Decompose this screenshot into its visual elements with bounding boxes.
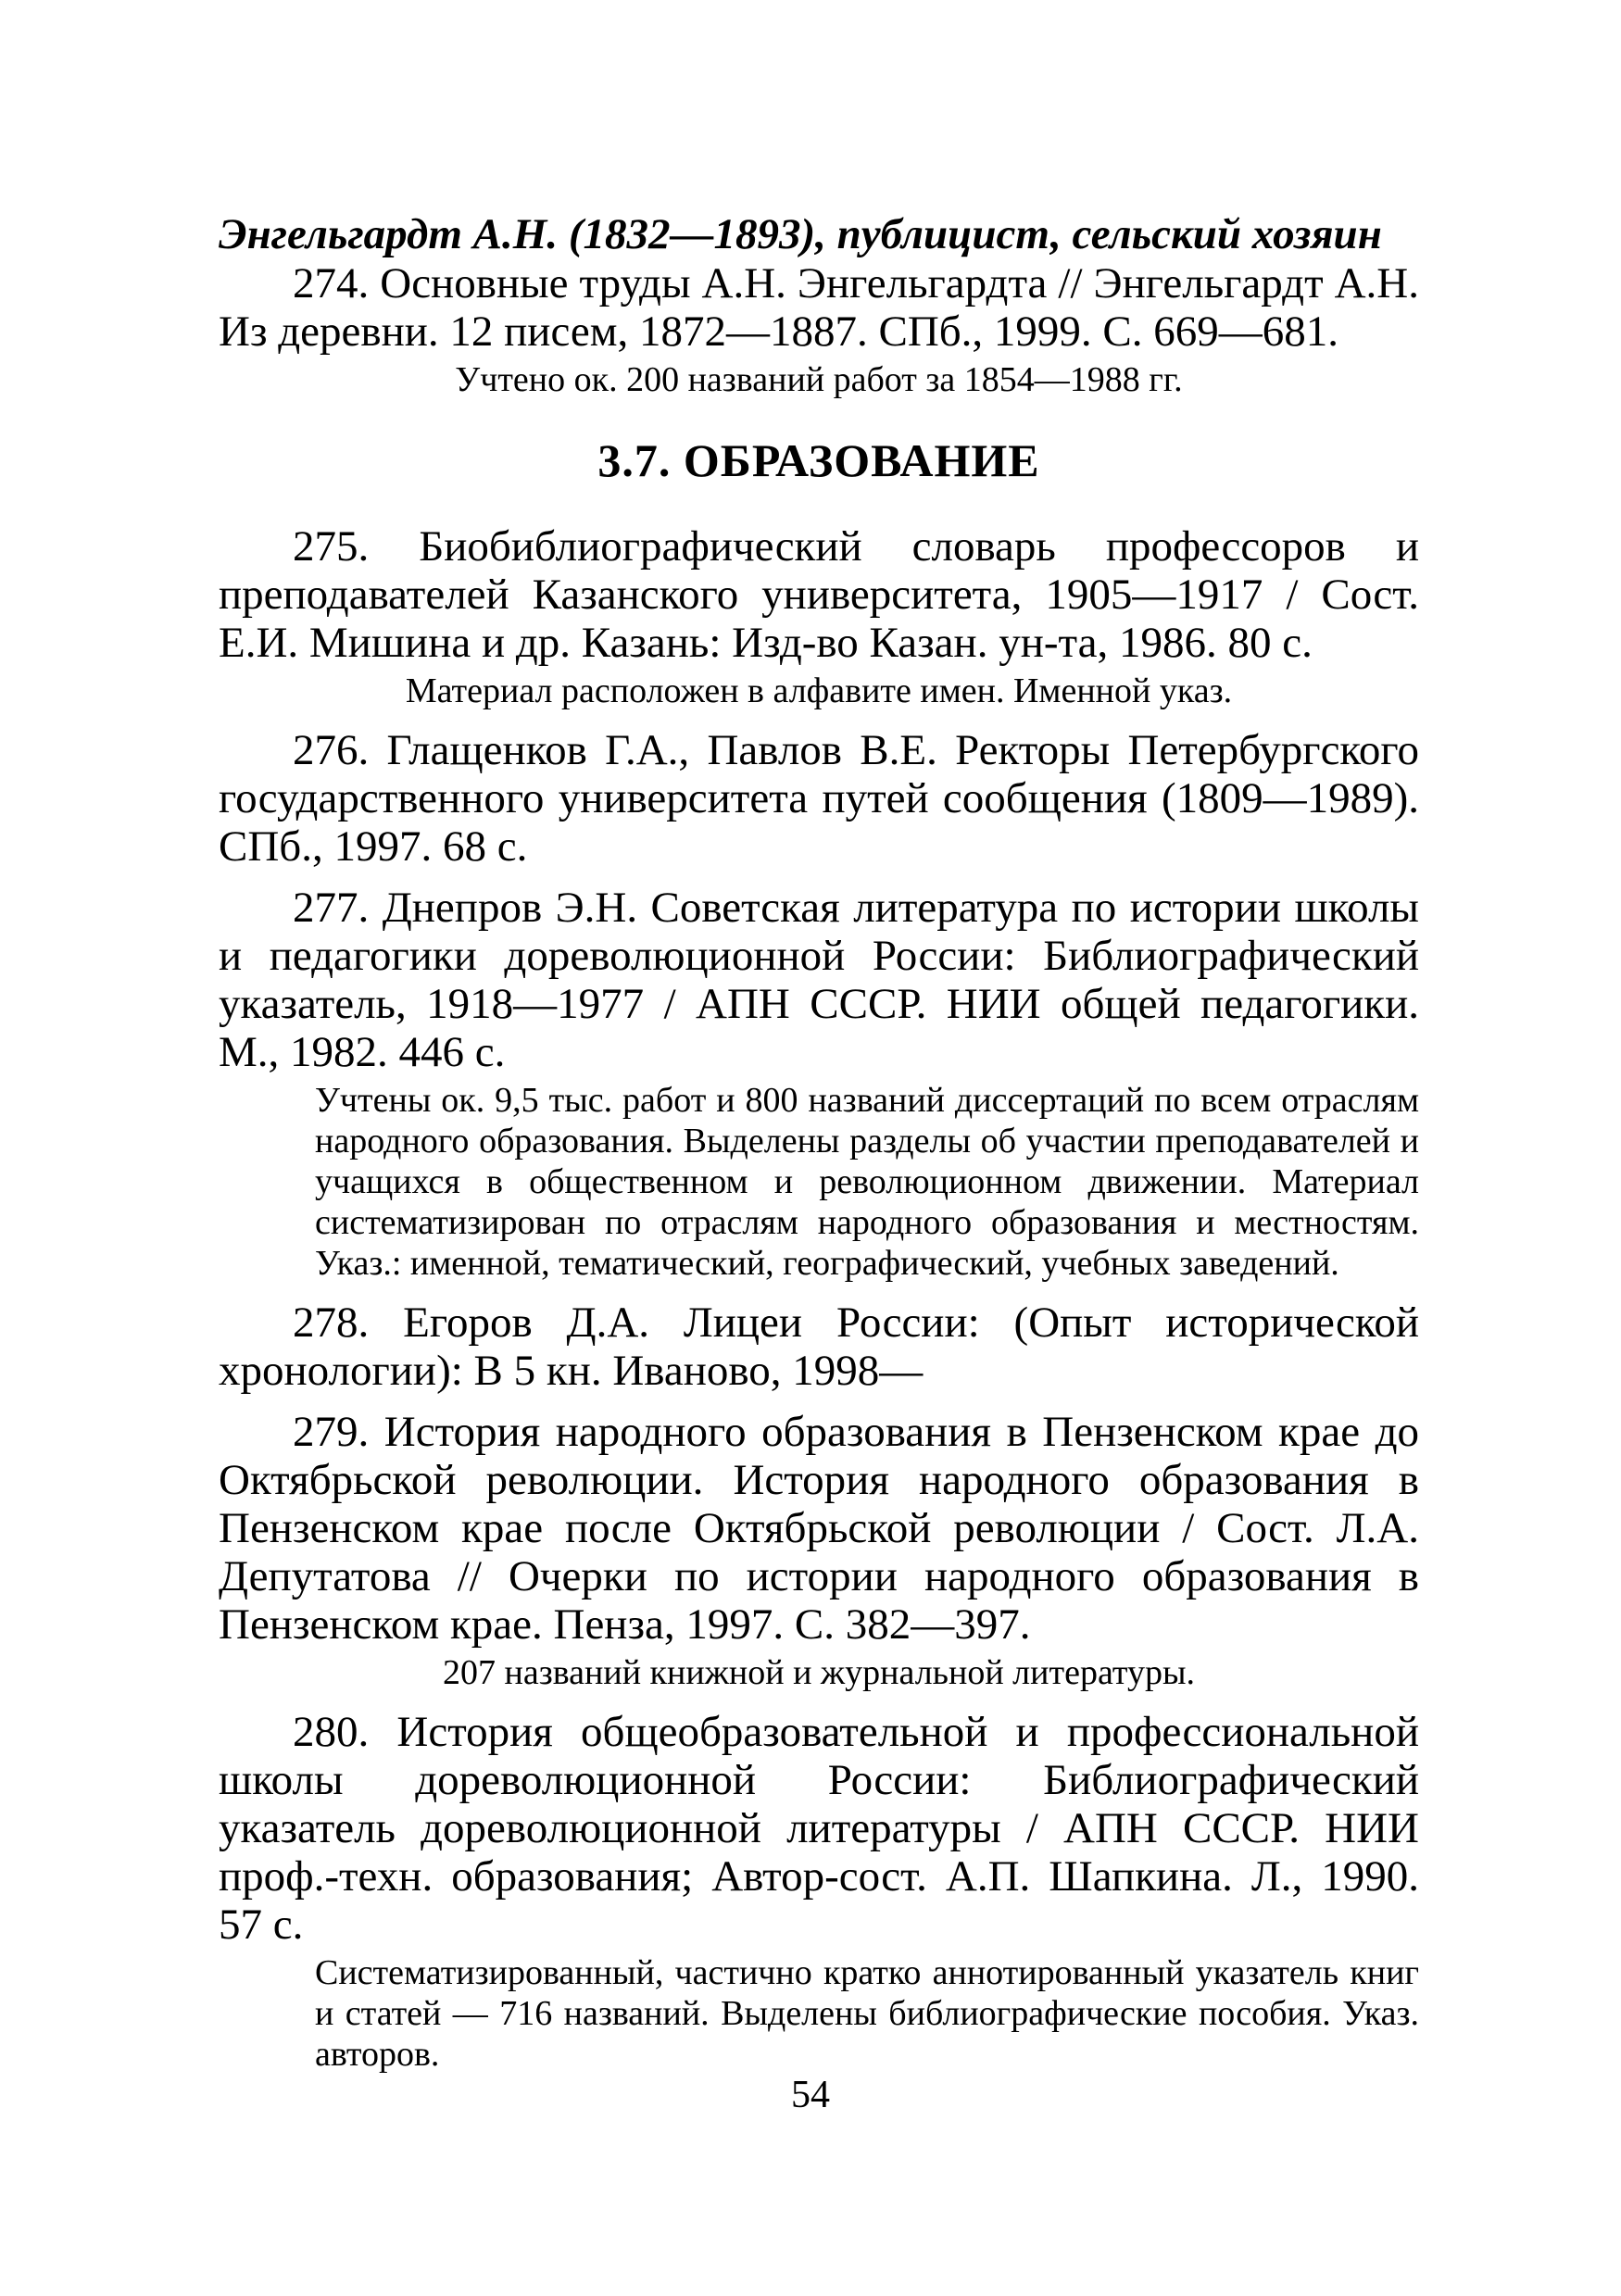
- entry-275: [219, 522, 1419, 711]
- entry-text: 278. Егоров Д.А. Лицеи России: (Опыт исторической хронологии): В 5 кн. Иваново, 1998—: [219, 1299, 1419, 1395]
- entry-278: [219, 1299, 1419, 1395]
- entry-text: 279. История народного образования в Пензенском крае до Октябрьской революции. История народного образования в Пензенском крае после Октябрьской революции / Сост. Л.А. Депутатова // Очерки по истории народного образования в Пензенском крае. Пенза, 1997. С. 382—397.: [219, 1408, 1419, 1649]
- page-content: [219, 209, 1419, 2089]
- entry-276: [219, 726, 1419, 871]
- entry-text: 276. Глащенков Г.А., Павлов В.Е. Ректоры Петербургского государственного университета путей сообщения (1809—1989). СПб., 1997. 68 с.: [219, 726, 1419, 871]
- entry-annotation: 207 названий книжной и журнальной литературы.: [443, 1653, 1195, 1692]
- entry-279: [219, 1408, 1419, 1693]
- entry-274: [219, 259, 1419, 400]
- entry-text: 277. Днепров Э.Н. Советская литература по истории школы и педагогики дореволюционной России: Библиографический указатель, 1918—1977 / АПН СССР. НИИ общей педагогики. М., 1982. 446 с.: [219, 884, 1419, 1076]
- entry-text: 275. Биобиблиографический словарь профессоров и преподавателей Казанского университета, 1905—1917 / Сост. Е.И. Мишина и др. Казань: Изд-во Казан. ун-та, 1986. 80 с.: [219, 522, 1419, 667]
- entry-annotation: Учтены ок. 9,5 тыс. работ и 800 названий диссертаций по всем отраслям народного образования. Выделены разделы об участии преподавателей и учащихся в общественном и революционном движении. Материал систематизирован по отраслям народного образования и местностям. Указ.: именной, тематический, географический, учебных заведений.: [315, 1081, 1419, 1283]
- person-heading: Энгельгардт А.Н. (1832—1893), публицист, сельский хозяин: [219, 210, 1382, 258]
- entry-280: [219, 1708, 1419, 2075]
- entry-text: 274. Основные труды А.Н. Энгельгардта // Энгельгардт А.Н. Из деревни. 12 писем, 1872—1887. СПб., 1999. С. 669—681.: [219, 259, 1419, 356]
- entry-annotation: Учтено ок. 200 названий работ за 1854—1988 гг.: [455, 360, 1183, 399]
- entry-annotation: Материал расположен в алфавите имен. Именной указ.: [405, 671, 1233, 710]
- entry-annotation: Систематизированный, частично кратко аннотированный указатель книг и статей — 716 названий. Выделены библиографические пособия. Указ. авторов.: [315, 1953, 1419, 2074]
- section-heading: 3.7. ОБРАЗОВАНИЕ: [597, 434, 1040, 486]
- page-number: 54: [791, 2074, 830, 2116]
- entry-277: [219, 884, 1419, 1284]
- entry-text: 280. История общеобразовательной и профессиональной школы дореволюционной России: Библиографический указатель дореволюционной литературы / АПН СССР. НИИ проф.-техн. образования; Автор-сост. А.П. Шапкина. Л., 1990. 57 с.: [219, 1708, 1419, 1949]
